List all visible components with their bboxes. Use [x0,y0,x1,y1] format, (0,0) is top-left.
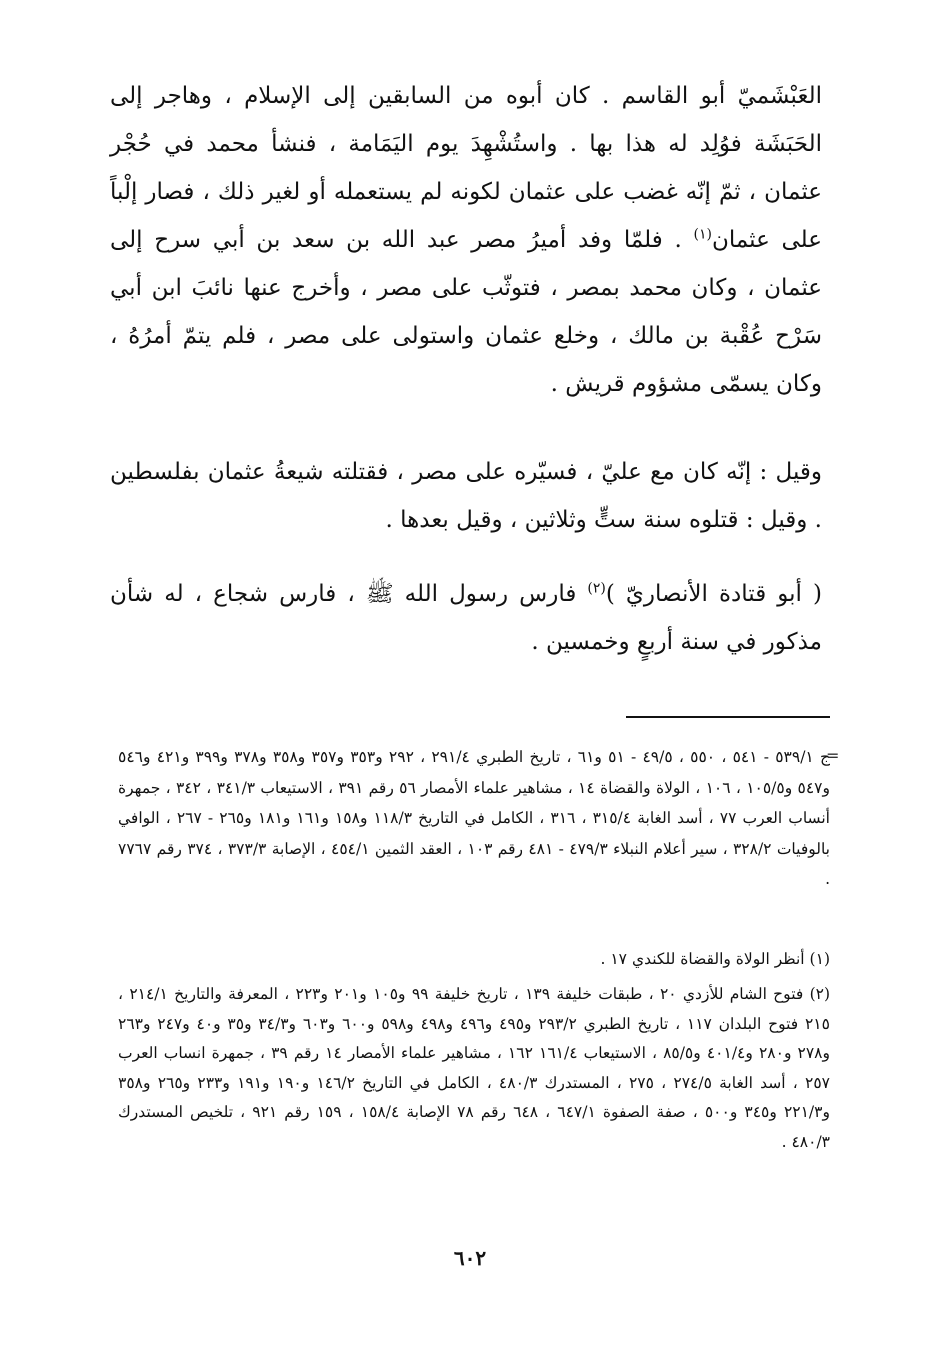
entry-heading: ( أبو قتادة الأنصاريّ ) [605,581,822,607]
page-number: ٦٠٢ [453,1246,487,1270]
footnote-ref-2[interactable]: (٢) [587,580,606,597]
paragraph-3-text: فارس رسول الله ﷺ ، فارس شجاع ، له شأن مذكور في سنة أربعٍ وخمسين . [110,581,822,655]
paragraph-2-text: وقيل : إنّه كان مع عليّ ، فسيّره على مصر ، فقتلته شيعةُ عثمان بفلسطين . وقيل : قتلوه سنة ستٍّ وثلاثين ، وقيل بعدها . [110,459,822,533]
footnote-continuation-marker: = [826,746,840,765]
footnote-continuation-text: ج ٥٣٩/١ - ٥٤١ ، ٥٥٠ ، ٤٩/٥ - ٥١ و٦١ ، تاريخ الطبري ٢٩١/٤ ، ٢٩٢ و٣٥٣ و٣٥٧ و٣٥٨ و٣٧٨ و٣٩٩ و٤٢١ و٥٤٦ و٥٤٧ و١٠٥/٥ ، ١٠٦ ، الولاة والقضاة ١٤ ، مشاهير علماء الأمصار ٥٦ رقم ٣٩١ ، الاستيعاب ٣٤١/٣ ، ٣٤٢ ، جمهرة أنساب العرب ٧٧ ، أسد الغابة ٣١٥/٤ ، ٣١٦ ، الكامل في التاريخ ١١٨/٣ و١٥٨ و١٦١ و١٨١ و٢٦٥ - ٢٦٧ ، الوافي بالوفيات ٣٢٨/٢ ، سير أعلام النبلاء ٤٧٩/٣ - ٤٨١ رقم ١٠٣ ، العقد الثمين ٤٥٤/١ ، الإصابة ٣٧٣/٣ ، ٣٧٤ رقم ٧٧٦٧ . [118,748,830,888]
footnote-continuation [118,742,830,895]
body-paragraph-3 [110,570,822,666]
footnote-1-marker: (١) [809,950,830,968]
paragraph-1-continuation: . فلمّا وفد أميرُ مصر عبد الله بن سعد بن أبي سرح إلى عثمان ، وكان محمد بمصر ، فتوثّب على مصر ، وأخرج عنها نائبَ ابن أبي سَرْح عُقْبة بن مالك ، وخلع عثمان واستولى على مصر ، فلم يتمّ أمرُهُ ، وكان يسمّى مشؤوم قريش . [110,227,822,397]
footnote-ref-1[interactable]: (١) [693,226,712,243]
paragraph-1-text: العَبْشَميّ أبو القاسم . كان أبوه من السابقين إلى الإسلام ، وهاجر إلى الحَبَشَة فوُلِد له هذا بها . واستُشْهِدَ يوم اليَمَامة ، فنشأ محمد في حُجْر عثمان ، ثمّ إنّه غضب على عثمان لكونه لم يستعمله أو لغير ذلك ، فصار إلْباً على عثمان [110,83,823,253]
body-paragraph-2 [110,448,822,544]
body-paragraph-1 [110,72,822,408]
footnote-1-text: أنظر الولاة والقضاة للكندي ١٧ . [600,950,805,968]
footnote-separator [626,716,830,718]
footnote-2 [118,980,830,1157]
footnote-2-marker: (٢) [809,985,831,1003]
footnote-2-text: فتوح الشام للأزدي ٢٠ ، طبقات خليفة ١٣٩ ، تاريخ خليفة ٩٩ و١٠٥ و٢٠١ و٢٢٣ ، المعرفة والتاريخ ٢١٤/١ ، ٢١٥ فتوح البلدان ١١٧ ، تاريخ الطبري ٢٩٣/٢ و٤٩٥ و٤٩٦ و٤٩٨ و٥٩٨ و٦٠٠ و٦٠٣ و٣٤/٣ و٣٥ و٤٠ و٢٤٧ و٢٦٣ و٢٧٨ و٢٨٠ و٤٠١/٤ و٨٥/٥ ، الاستيعاب ١٦١/٤ ١٦٢ ، مشاهير علماء الأمصار ١٤ رقم ٣٩ ، جمهرة انساب العرب ٢٥٧ ، أسد الغابة ٢٧٤/٥ ، ٢٧٥ ، المستدرك ٤٨٠/٣ ، الكامل في التاريخ ١٤٦/٢ و١٩٠ و١٩١ و٢٣٣ و٢٦٥ و٣٥٨ و٢٢١/٣ و٣٤٥ و٥٠٠ ، صفة الصفوة ٦٤٧/١ ، ٦٤٨ رقم ٧٨ الإصابة ١٥٨/٤ ، ١٥٩ رقم ٩٢١ ، تلخيص المستدرك ٤٨٠/٣ . [118,985,830,1151]
footnote-1 [118,944,830,974]
